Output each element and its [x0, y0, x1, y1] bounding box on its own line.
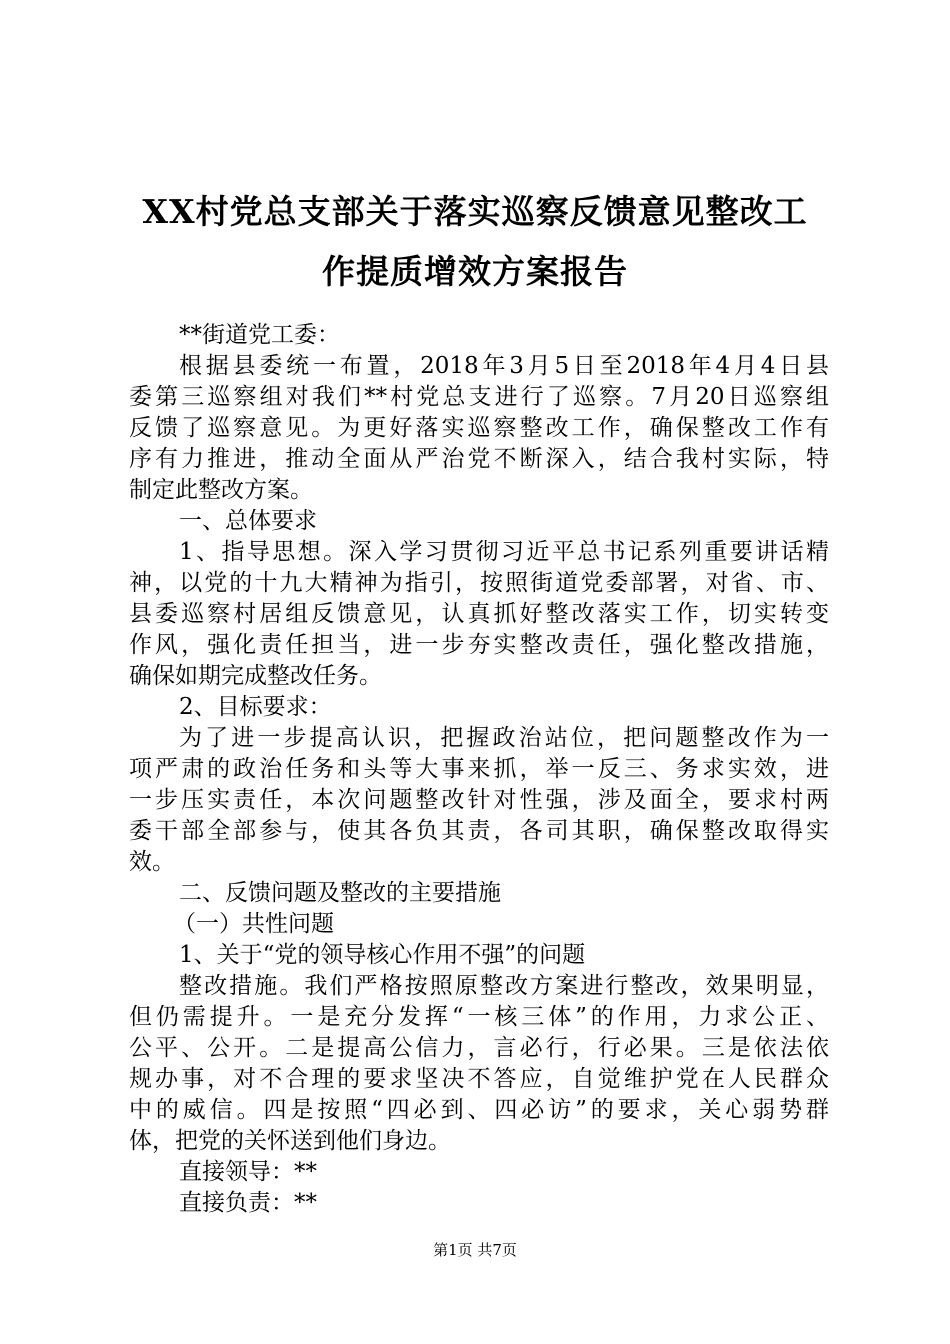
- body-text-line: 直接负责：**: [179, 1190, 317, 1216]
- body-text-line: 确保如期完成整改任务。: [129, 663, 382, 689]
- body-text-line: 中的威信。四是按照“四必到、四必访”的要求，关心弱势群: [129, 1097, 829, 1123]
- body-text-line: 效。: [129, 849, 175, 875]
- document-body: [129, 320, 829, 1219]
- body-text-line: 整改措施。我们严格按照原整改方案进行整改，效果明显，: [179, 973, 829, 999]
- body-text-line: 根据县委统一布置，2018年3月5日至2018年4月4日县: [179, 353, 829, 379]
- body-text-line: 规办事，对不合理的要求坚决不答应，自觉维护党在人民群众: [129, 1066, 829, 1092]
- body-text-line: **街道党工委：: [179, 322, 340, 348]
- body-text-line: 体，把党的关怀送到他们身边。: [129, 1128, 451, 1154]
- body-text-line: 反馈了巡察意见。为更好落实巡察整改工作，确保整改工作有: [129, 415, 829, 441]
- page-footer: 第1页 共7页: [433, 1241, 517, 1259]
- body-text-line: 作风，强化责任担当，进一步夯实整改责任，强化整改措施，: [129, 632, 829, 658]
- body-text-line: 一、总体要求: [179, 508, 317, 534]
- body-text-line: 委第三巡察组对我们**村党总支进行了巡察。7月20日巡察组: [129, 384, 829, 410]
- body-text-line: 序有力推进，推动全面从严治党不断深入，结合我村实际，特: [129, 446, 829, 472]
- body-text-line: 县委巡察村居组反馈意见，认真抓好整改落实工作，切实转变: [129, 601, 829, 627]
- body-text-line: （一）共性问题: [173, 911, 334, 937]
- body-text-line: 一步压实责任，本次问题整改针对性强，涉及面全，要求村两: [129, 787, 829, 813]
- body-text-line: 直接领导：**: [179, 1159, 317, 1185]
- document-title-line-1: XX村党总支部关于落实巡察反馈意见整改工: [142, 192, 808, 231]
- body-text-line: 1、指导思想。深入学习贯彻习近平总书记系列重要讲话精: [179, 539, 829, 565]
- body-text-line: 1、关于“党的领导核心作用不强”的问题: [179, 942, 586, 968]
- document-title-line-2: 作提质增效方案报告: [322, 252, 628, 291]
- body-text-line: 神，以党的十九大精神为指引，按照街道党委部署，对省、市、: [129, 570, 829, 596]
- body-text-line: 二、反馈问题及整改的主要措施: [179, 880, 501, 906]
- body-text-line: 项严肃的政治任务和头等大事来抓，举一反三、务求实效，进: [129, 756, 829, 782]
- body-text-line: 但仍需提升。一是充分发挥“一核三体”的作用，力求公正、: [129, 1004, 829, 1030]
- body-text-line: 2、目标要求：: [179, 694, 332, 720]
- body-text-line: 公平、公开。二是提高公信力，言必行，行必果。三是依法依: [129, 1035, 829, 1061]
- body-text-line: 制定此整改方案。: [129, 477, 313, 503]
- body-text-line: 为了进一步提高认识，把握政治站位，把问题整改作为一: [179, 725, 829, 751]
- body-text-line: 委干部全部参与，使其各负其责，各司其职，确保整改取得实: [129, 818, 829, 844]
